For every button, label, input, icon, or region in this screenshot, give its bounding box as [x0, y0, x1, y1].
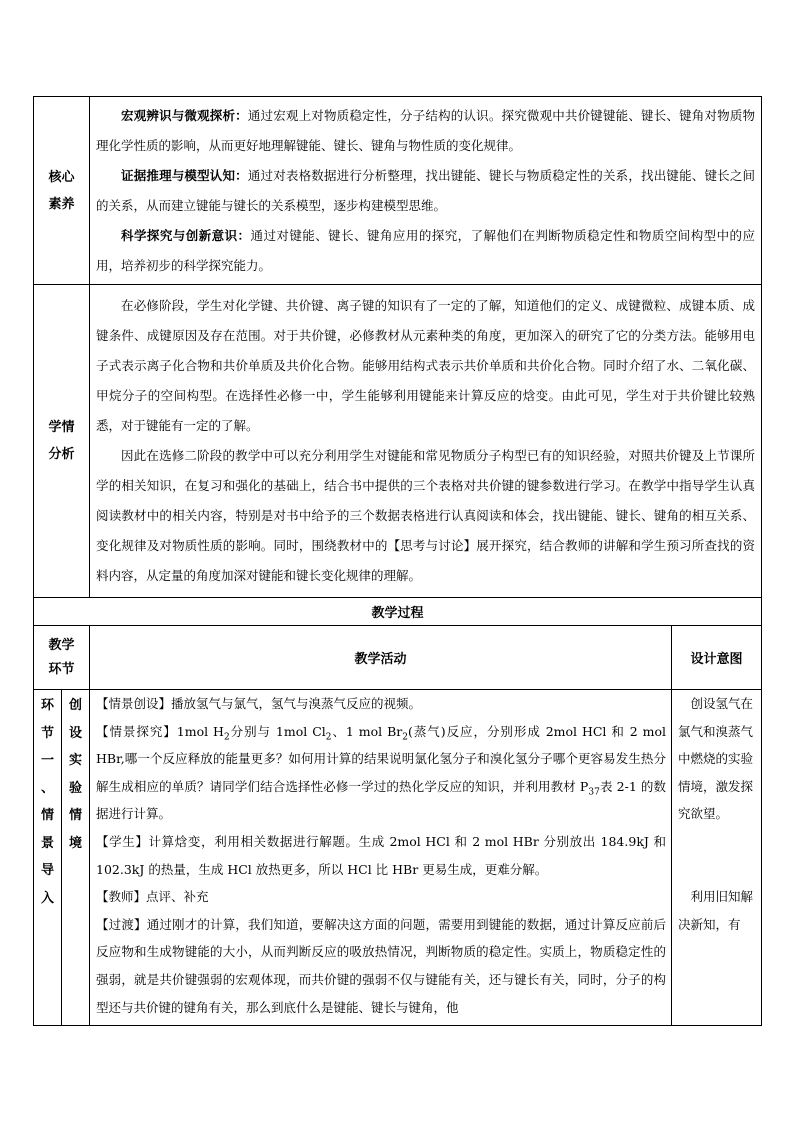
process-title: 教学过程	[34, 598, 762, 626]
stage-column-header	[34, 626, 90, 690]
core-literacy-item-text: 通过宏观上对物质稳定性，分子结构的认识。探究微观中共价键键能、键长、键角对物质物理化学性质的影响，从而更好地理解键能、键长、键角与物性质的变化规律。	[96, 107, 755, 153]
student-analysis-content	[90, 285, 762, 598]
activity-text: 表 2-1 的数据进行计算。	[96, 778, 667, 822]
design-intent-text: 创设氢气在氯气和溴蒸气中燃烧的实验情境，激发探究欲望。	[678, 696, 754, 822]
core-literacy-label-line2: 素养	[48, 196, 75, 212]
core-literacy-label-line1: 核心	[48, 169, 75, 185]
activity-tag: 【过渡】	[96, 916, 147, 932]
activity-tag: 【情景创设】	[96, 696, 172, 711]
activity-text: 、1 mol Br	[331, 723, 403, 739]
intent-column-header: 设计意图	[672, 626, 762, 690]
student-analysis-label-line1: 学情	[48, 420, 75, 435]
activity-column-header: 教学活动	[90, 626, 672, 690]
activity-item	[96, 883, 666, 911]
stage-major-label	[34, 690, 62, 1026]
core-literacy-label	[34, 97, 90, 285]
student-analysis-label	[34, 285, 90, 598]
subscript: 2	[325, 732, 332, 743]
stage-major-char: 景	[40, 835, 54, 851]
activity-item	[96, 718, 666, 828]
core-literacy-item-text: 通过对键能、键长、键角应用的探究，了解他们在判断物质稳定性和物质空间构型中的应用，培养初步的科学探究能力。	[96, 227, 755, 273]
activity-text: 1mol H	[176, 723, 224, 739]
activity-text: 计算焓变，利用相关数据进行解题。生成 2mol HCl 和 2 mol HBr 分别放出 184.9kJ 和 102.3kJ 的热量，生成 HCl 放热更多，所以 HCl 比 HBr 更易生成，更难分解。	[96, 833, 667, 877]
core-literacy-row	[34, 97, 762, 285]
subscript: 2	[223, 732, 230, 743]
activity-text: 点评、补充	[146, 889, 209, 905]
student-analysis-paragraph: 在必修阶段，学生对化学键、共价键、离子键的知识有了一定的了解，知道他们的定义、成键微粒、成键本质、成键条件、成键原因及存在范围。对于共价键，必修教材从元素种类的角度，更加深入的研究了它的分类方法。能够用电子式表示离子化合物和共价单质及共价化合物。能够用结构式表示共价单质和共价化合物。同时介绍了水、二氧化碳、甲烷分子的空间构型。在选择性必修一中，学生能够利用键能来计算反应的焓变。由此可见，学生对于共价键比较熟悉，对于键能有一定的了解。	[96, 298, 756, 433]
stage-column-header-line2: 环节	[48, 661, 75, 677]
stage-minor-char: 实	[69, 753, 83, 768]
core-literacy-item	[96, 101, 755, 161]
stage-major-char: 节	[40, 725, 54, 741]
stage-major-char: 环	[40, 698, 54, 713]
activity-item	[96, 911, 666, 1021]
activity-text: 通过刚才的计算，我们知道，要解决这方面的问题，需要用到键能的数据，通过计算反应前后反应物和生成物键能的大小，从而判断反应的吸放热情况，判断物质的稳定性。实质上，物质稳定性的强弱，就是共价键强弱的宏观体现，而共价键的强弱不仅与键能有关，还与键长有关，同时，分子的构型还与共价键的键角有关，那么到底什么是键能、键长与键角，他	[96, 916, 667, 1015]
student-analysis-row	[34, 285, 762, 598]
activity-text: 播放氢气与氯气，氢气与溴蒸气反应的视频。	[171, 696, 422, 711]
student-analysis-label-line2: 分析	[48, 447, 75, 462]
subscript: 2	[402, 732, 408, 743]
activity-tag: 【教师】	[96, 889, 147, 905]
stage-major-char: 导	[40, 863, 54, 878]
stage-major-char: 入	[40, 890, 54, 906]
stage-minor-char: 验	[69, 780, 83, 796]
stage-major-char: 一	[40, 753, 54, 768]
process-title-row	[34, 598, 762, 626]
activity-text: (蒸气)反应，分别形成 2mol HCl 和 2 mol HBr,哪一个反应释放的能量更多？如何用计算的结果说明氯化氢分子和溴化氢分子哪个更容易发生热分解生成相应的单质？请同学们结合选择性必修一学过的热化学反应的知识，并利用教材 P	[96, 723, 667, 794]
intent-cell	[672, 690, 762, 1026]
lesson-plan-table	[33, 96, 762, 1026]
stage-minor-char: 情	[69, 808, 83, 823]
core-literacy-item-title: 科学探究与创新意识：	[121, 227, 251, 243]
stage-major-char: 情	[40, 808, 54, 823]
process-content-row	[34, 690, 762, 1026]
design-intent-text: 利用旧知解决新知，有	[678, 888, 754, 932]
stage-minor-char: 设	[69, 725, 83, 741]
core-literacy-item	[96, 161, 755, 221]
activity-item	[96, 828, 666, 883]
activity-item	[96, 690, 666, 718]
student-analysis-paragraph: 因此在选修二阶段的教学中可以充分利用学生对键能和常见物质分子构型已有的知识经验，对照共价键及上节课所学的相关知识，在复习和强化的基础上，结合书中提供的三个表格对共价键的键参数进行学习。在教学中指导学生认真阅读教材中的相关内容，特别是对书中给予的三个数据表格进行认真阅读和体会，找出键能、键长、键角的相互关系、变化规律及对物质性质的影响。同时，围绕教材中的【思考与讨论】展开探究，结合教师的讲解和学生预习所查找的资料内容，从定量的角度加深对键能和键长变化规律的理解。	[96, 448, 756, 583]
activity-tag: 【情景探究】	[96, 723, 177, 739]
core-literacy-item-text: 通过对表格数据进行分析整理，找出键能、键长与物质稳定性的关系，找出键能、键长之间的关系，从而建立键能与键长的关系模型，逐步构建模型思维。	[96, 167, 755, 213]
core-literacy-content	[90, 97, 762, 285]
stage-major-char: 、	[40, 780, 54, 796]
activity-tag: 【学生】	[96, 833, 149, 849]
stage-minor-label	[62, 690, 90, 1026]
stage-minor-char: 境	[69, 835, 83, 851]
stage-column-header-line1: 教学	[48, 637, 75, 653]
core-literacy-item-title: 证据推理与模型认知：	[121, 167, 248, 183]
stage-minor-char: 创	[69, 698, 83, 713]
activity-cell	[90, 690, 672, 1026]
activity-text: 分别与 1mol Cl	[229, 723, 326, 739]
process-header-row	[34, 626, 762, 690]
core-literacy-item	[96, 221, 755, 281]
subscript: 37	[588, 787, 600, 798]
core-literacy-item-title: 宏观辨识与微观探析：	[121, 107, 248, 123]
